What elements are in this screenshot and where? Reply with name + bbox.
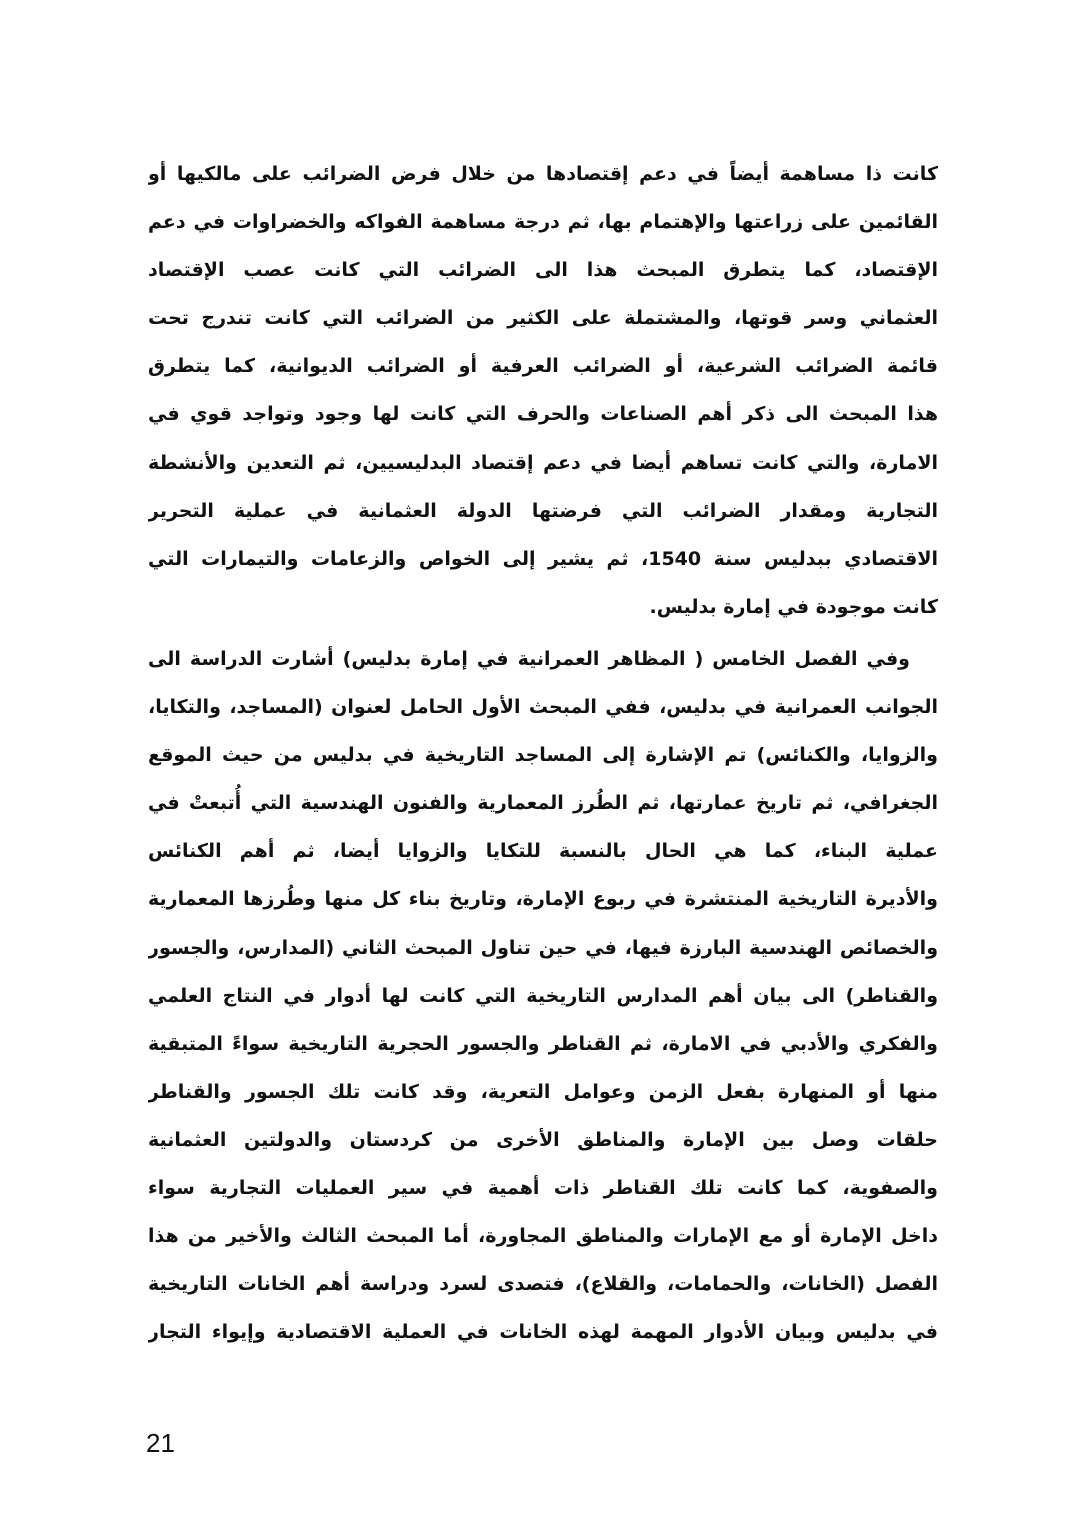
- text-line-8: التجارية ومقدار الضرائب التي فرضتها الدولة العثمانية في عملية التحرير: [148, 499, 938, 522]
- text-line-12: الجوانب العمرانية في بدليس، ففي المبحث الأول الحامل لعنوان (المساجد، والتكايا،: [148, 696, 938, 719]
- text-line-24: الفصل (الخانات، والحمامات، والقلاع)، فتصدى لسرد ودراسة أهم الخانات التاريخية: [148, 1273, 938, 1296]
- text-line-23: داخل الإمارة أو مع الإمارات والمناطق المجاورة، أما المبحث الثالث والأخير من هذا: [148, 1225, 938, 1248]
- text-line-18: والقناطر) الى بيان أهم المدارس التاريخية التي كانت لها أدوار في النتاج العلمي: [148, 984, 938, 1007]
- text-line-22: والصفوية، كما كانت تلك القناطر ذات أهمية في سير العمليات التجارية سواء: [148, 1176, 938, 1199]
- text-line-2: القائمين على زراعتها والإهتمام بها، ثم درجة مساهمة الفواكه والخضراوات في دعم: [148, 211, 938, 234]
- body-text: [148, 150, 938, 1356]
- text-line-19: والفكري والأدبي في الامارة، ثم القناطر والجسور الحجرية التاريخية سواءً المتبقية: [148, 1032, 938, 1055]
- text-line-13: والزوايا، والكنائس) تم الإشارة إلى المساجد التاريخية في بدليس من حيث الموقع: [148, 744, 938, 767]
- text-line-16: والأديرة التاريخية المنتشرة في ربوع الإمارة، وتاريخ بناء كل منها وطُرزها المعمارية: [148, 888, 938, 911]
- text-line-1: كانت ذا مساهمة أيضاً في دعم إقتصادها من خلال فرض الضرائب على مالكيها أو: [148, 163, 938, 185]
- page-number: 21: [146, 1428, 175, 1458]
- text-line-20: منها أو المنهارة بفعل الزمن وعوامل التعرية، وقد كانت تلك الجسور والقناطر: [148, 1080, 938, 1103]
- text-line-9: الاقتصادي ببدليس سنة 1540، ثم يشير إلى الخواص والزعامات والتيمارات التي: [148, 547, 938, 570]
- text-line-3: الإقتصاد، كما يتطرق المبحث هذا الى الضرائب التي كانت عصب الإقتصاد: [148, 259, 938, 282]
- text-line-7: الامارة، والتي كانت تساهم أيضا في دعم إقتصاد البدليسيين، ثم التعدين والأنشطة: [148, 451, 938, 474]
- text-line-21: حلقات وصل بين الإمارة والمناطق الأخرى من كردستان والدولتين العثمانية: [148, 1128, 938, 1151]
- text-line-25: في بدليس وبيان الأدوار المهمة لهذه الخانات في العملية الاقتصادية وإيواء التجار: [148, 1321, 938, 1344]
- text-line-15: عملية البناء، كما هي الحال بالنسبة للتكايا والزوايا أيضا، ثم أهم الكنائس: [148, 840, 938, 863]
- paragraph-1-last-line: كانت موجودة في إمارة بدليس.: [649, 595, 938, 618]
- text-line-14: الجغرافي، ثم تاريخ عمارتها، ثم الطُرز المعمارية والفنون الهندسية التي أُتبعتْ في: [148, 792, 938, 815]
- text-line-5: قائمة الضرائب الشرعية، أو الضرائب العرفية أو الضرائب الديوانية، كما يتطرق: [148, 355, 938, 378]
- text-line-6: هذا المبحث الى ذكر أهم الصناعات والحرف التي كانت لها وجود وتواجد قوي في: [148, 403, 938, 426]
- text-line-4: العثماني وسر قوتها، والمشتملة على الكثير من الضرائب التي كانت تندرج تحت: [148, 307, 938, 330]
- text-line-17: والخصائص الهندسية البارزة فيها، في حين تناول المبحث الثاني (المدارس، والجسور: [148, 936, 938, 959]
- paragraph-2-first-line: وفي الفصل الخامس ( المظاهر العمرانية في إمارة بدليس) أشارت الدراسة الى: [148, 647, 910, 670]
